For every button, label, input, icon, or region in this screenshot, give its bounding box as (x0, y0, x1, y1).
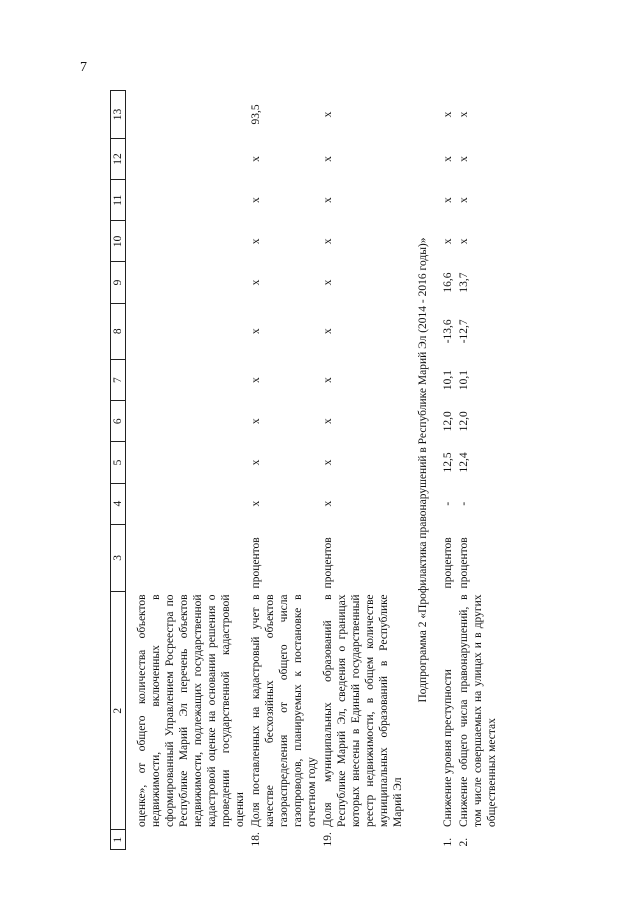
cell: x (322, 500, 334, 507)
cell (134, 359, 248, 400)
column-header: 7 (111, 359, 126, 400)
column-header: 13 (111, 91, 126, 139)
cell: 12,0 (458, 411, 470, 432)
cell (134, 442, 248, 483)
table-row (456, 91, 500, 850)
cell: 93,5 (250, 104, 262, 125)
row-unit: процентов (250, 537, 262, 589)
cell (134, 401, 248, 442)
column-header: 8 (111, 303, 126, 359)
row-unit: процентов (442, 537, 454, 589)
cell: - (458, 501, 470, 506)
row-description: Снижение уровня преступности (442, 669, 454, 827)
row-unit: процентов (322, 537, 334, 589)
cell: x (322, 279, 334, 286)
cell: x (322, 156, 334, 162)
column-header: 4 (111, 483, 126, 524)
cell: x (322, 459, 334, 466)
row-unit (134, 524, 248, 591)
row-description: Доля поставленных на кадастровый учет в качестве бесхозяйных объектов газораспределения от общего числа газопроводов, планируемых к постановке в отчетном году (250, 594, 318, 827)
cell (134, 483, 248, 524)
cell: 12,4 (458, 452, 470, 473)
cell (134, 303, 248, 359)
page-number: 7 (80, 60, 87, 75)
cell: - (442, 501, 454, 506)
header-row (111, 91, 126, 850)
cell: 10,1 (458, 370, 470, 391)
row-unit: процентов (458, 537, 470, 589)
cell (134, 262, 248, 303)
row-number: 18. (250, 832, 262, 847)
cell: x (250, 197, 262, 204)
row-number: 19. (322, 832, 334, 847)
cell: x (458, 238, 470, 245)
column-header: 1 (111, 830, 126, 850)
column-header: 5 (111, 442, 126, 483)
cell: 13,7 (458, 272, 470, 293)
cell: x (322, 197, 334, 204)
cell (134, 91, 248, 139)
cell: x (322, 111, 334, 118)
cell: x (250, 377, 262, 383)
column-header: 3 (111, 524, 126, 591)
table-row (320, 91, 406, 850)
cell: x (250, 328, 262, 335)
table-row (248, 91, 320, 850)
cell: x (442, 111, 454, 118)
table-row (134, 91, 248, 850)
cell: 12,0 (442, 411, 454, 432)
row-number (134, 830, 248, 850)
column-header: 10 (111, 221, 126, 262)
cell: x (250, 500, 262, 507)
rotated-table-area (110, 90, 610, 850)
cell: x (250, 156, 262, 162)
row-description: Снижение общего числа правонарушений, в том числе совершаемых на улицах и в других общественных местах (458, 594, 498, 827)
row-number: 2. (458, 837, 470, 847)
cell: x (458, 197, 470, 204)
row-description: оценке», от общего количества объектов недвижимости, включенных в сформированный Управлением Росреестра по Республике Марий Эл перечень объектов недвижимости, подлежащих государственной кадастровой оценке на основании решения о проведении государственной кадастровой оценки (136, 594, 246, 827)
cell: x (442, 238, 454, 245)
cell: x (250, 279, 262, 286)
cell: -13,6 (442, 319, 454, 344)
cell: 12,5 (442, 452, 454, 473)
column-header: 2 (111, 591, 126, 830)
cell (134, 221, 248, 262)
cell: x (442, 156, 454, 162)
cell: x (442, 197, 454, 204)
cell (134, 138, 248, 179)
column-header: 6 (111, 401, 126, 442)
column-header: 12 (111, 138, 126, 179)
cell: x (458, 111, 470, 118)
cell: x (322, 238, 334, 245)
cell: x (250, 459, 262, 466)
cell: x (322, 328, 334, 335)
cell: 16,6 (442, 272, 454, 293)
cell: x (458, 156, 470, 162)
column-header: 11 (111, 180, 126, 221)
cell: x (250, 238, 262, 245)
table-row (440, 91, 456, 850)
cell: 10,1 (442, 370, 454, 391)
cell (134, 180, 248, 221)
cell: x (322, 377, 334, 383)
cell: x (322, 418, 334, 425)
cell: -12,7 (458, 319, 470, 344)
column-header: 9 (111, 262, 126, 303)
indicators-table (110, 90, 500, 850)
row-number: 1. (442, 837, 454, 847)
subprogram-title: Подпрограмма 2 «Профилактика правонарушений в Республике Марий Эл (2014 - 2016 годы)» (417, 237, 429, 703)
row-description: Доля муниципальных образований в Республике Марий Эл, сведения о границах которых внесены в Единый государственный реестр недвижимости, в общем количестве муниципальных образований в Республике Марий Эл (322, 594, 404, 827)
cell: x (250, 418, 262, 425)
subprogram-heading-row (406, 91, 440, 850)
